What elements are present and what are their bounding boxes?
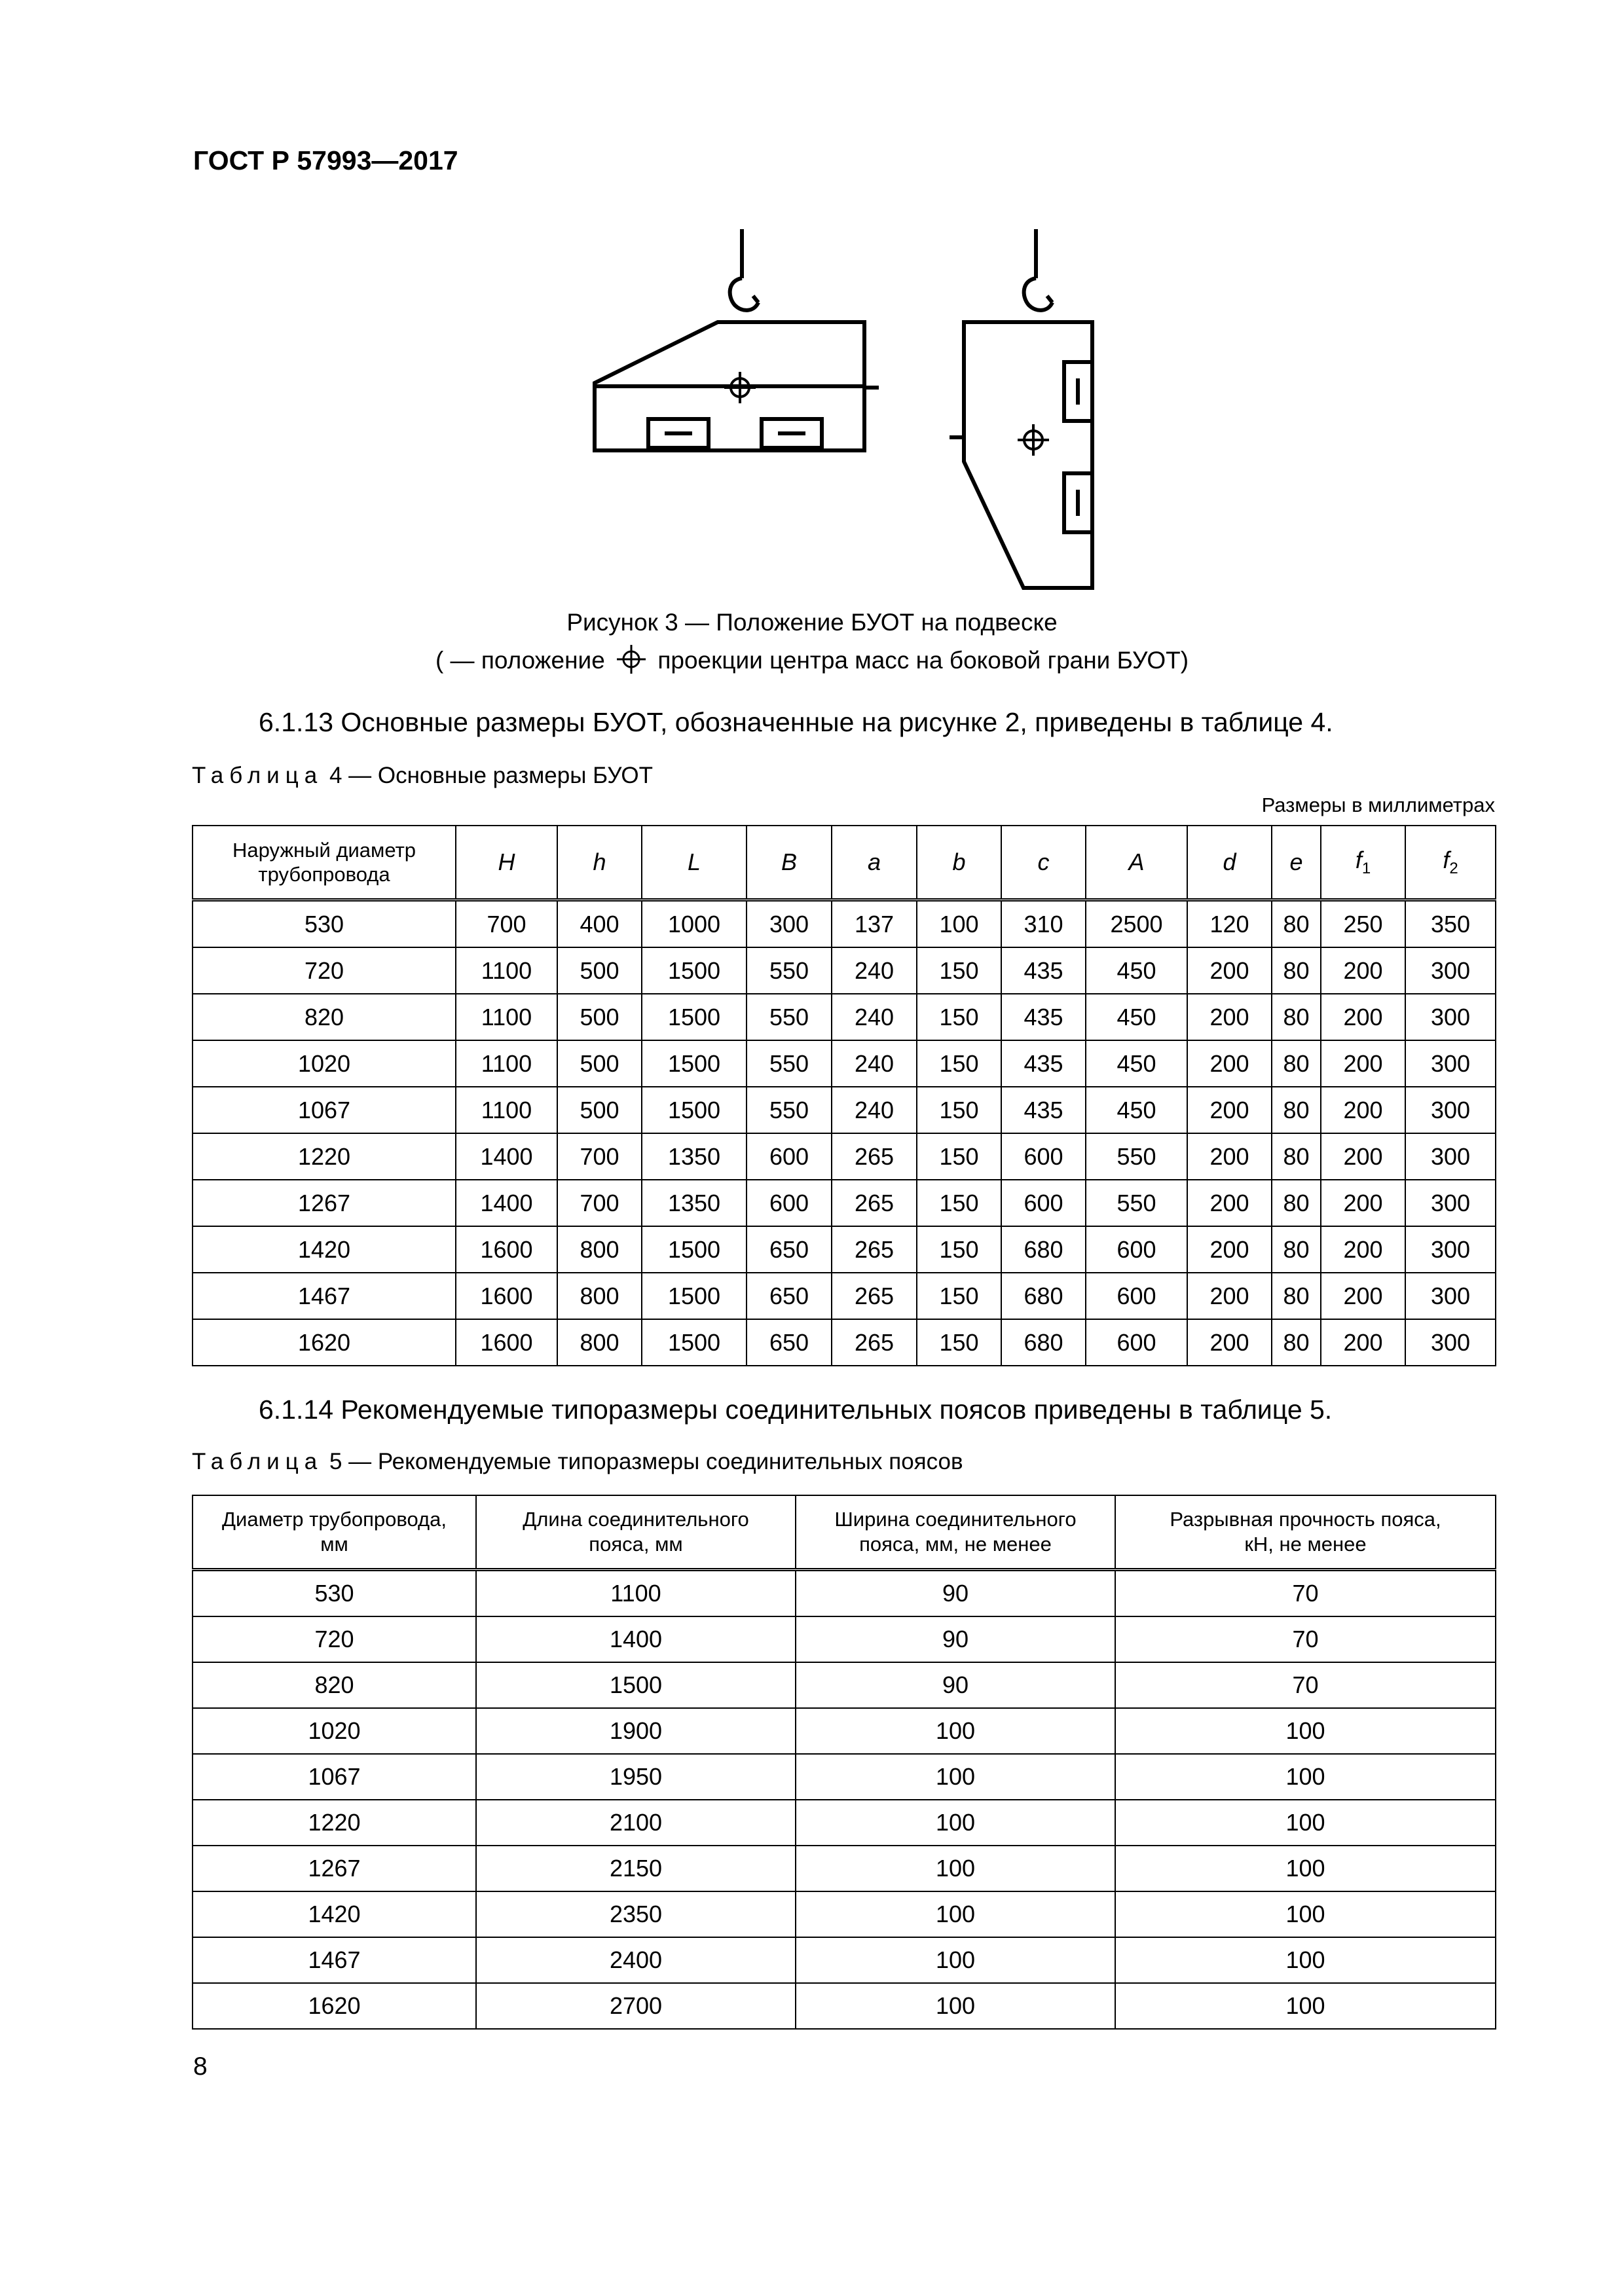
table5-row xyxy=(193,1616,1496,1662)
table4-cell: 200 xyxy=(1187,994,1272,1040)
table5-cell: 90 xyxy=(796,1662,1115,1708)
table4-cell: 600 xyxy=(747,1180,832,1226)
center-of-mass-icon xyxy=(1018,424,1049,456)
table4-cell: 80 xyxy=(1272,1180,1321,1226)
table4-cell: 1420 xyxy=(193,1226,456,1273)
table4-row xyxy=(193,994,1496,1040)
table4-cell: 200 xyxy=(1187,947,1272,994)
table4-cell: 500 xyxy=(557,994,642,1040)
table5-cell: 1500 xyxy=(476,1662,796,1708)
table4-cell: 1600 xyxy=(456,1226,557,1273)
table4-header-A: A xyxy=(1086,826,1187,900)
table5-cell: 100 xyxy=(1115,1846,1496,1891)
table5-cell: 70 xyxy=(1115,1662,1496,1708)
table5-row xyxy=(193,1570,1496,1617)
header-line: трубопровода xyxy=(258,863,390,886)
table5-cell: 100 xyxy=(796,1754,1115,1800)
table5-cell: 100 xyxy=(796,1983,1115,2029)
table4-header-f1 xyxy=(1321,826,1405,900)
table4-cell: 1500 xyxy=(642,994,747,1040)
table5-row xyxy=(193,1983,1496,2029)
table4-cell: 137 xyxy=(832,900,917,948)
legend-text-start: ( — положение xyxy=(435,647,605,674)
table4-cell: 200 xyxy=(1187,1226,1272,1273)
table4-cell: 700 xyxy=(557,1180,642,1226)
table4-cell: 680 xyxy=(1001,1273,1086,1319)
table4-cell: 500 xyxy=(557,947,642,994)
table4-cell: 200 xyxy=(1321,1133,1405,1180)
table4-cell: 150 xyxy=(917,1087,1001,1133)
header-symbol: f xyxy=(1443,846,1450,873)
table4-cell: 1350 xyxy=(642,1180,747,1226)
legend-text-end: проекции центра масс на боковой грани БУОТ) xyxy=(657,647,1189,674)
table4-cell: 150 xyxy=(917,1040,1001,1087)
table4-cell: 80 xyxy=(1272,994,1321,1040)
table5-header-length xyxy=(476,1495,796,1570)
table4-cell: 265 xyxy=(832,1273,917,1319)
table4-cell: 150 xyxy=(917,1273,1001,1319)
header-line: Длина соединительного xyxy=(523,1508,749,1531)
table4-cell: 800 xyxy=(557,1226,642,1273)
header-line: Наружный диаметр xyxy=(232,839,416,862)
table5-cell: 1420 xyxy=(193,1891,476,1937)
table4-cell: 150 xyxy=(917,1180,1001,1226)
table4-caption xyxy=(192,763,653,789)
table4-cell: 1500 xyxy=(642,947,747,994)
table5-cell: 100 xyxy=(796,1846,1115,1891)
header-line: Ширина соединительного xyxy=(834,1508,1077,1531)
header-line: Разрывная прочность пояса, xyxy=(1170,1508,1441,1531)
table5-cell: 1950 xyxy=(476,1754,796,1800)
table5-cell: 70 xyxy=(1115,1616,1496,1662)
crane-hook-icon xyxy=(730,229,758,310)
table5-cell: 90 xyxy=(796,1570,1115,1617)
table4-row xyxy=(193,1273,1496,1319)
table4-cell: 1020 xyxy=(193,1040,456,1087)
table4-cell: 150 xyxy=(917,1226,1001,1273)
table5-cell: 100 xyxy=(1115,1937,1496,1983)
header-subscript: 2 xyxy=(1449,860,1458,878)
table5-cell: 2150 xyxy=(476,1846,796,1891)
table4-cell: 550 xyxy=(747,947,832,994)
table5-row xyxy=(193,1662,1496,1708)
table5-cell: 90 xyxy=(796,1616,1115,1662)
table5-header-width xyxy=(796,1495,1115,1570)
table4-cell: 300 xyxy=(1405,1180,1496,1226)
table4-cell: 1467 xyxy=(193,1273,456,1319)
table4-cell: 265 xyxy=(832,1226,917,1273)
table4-cell: 1400 xyxy=(456,1133,557,1180)
table5-cell: 2100 xyxy=(476,1800,796,1846)
table4-row xyxy=(193,1133,1496,1180)
header-symbol: f xyxy=(1355,846,1362,873)
table5-cell: 1067 xyxy=(193,1754,476,1800)
table4-cell: 1500 xyxy=(642,1087,747,1133)
table4-cell: 550 xyxy=(747,994,832,1040)
table4-cell: 100 xyxy=(917,900,1001,948)
lifting-strap-icon xyxy=(648,419,822,448)
table5-cell: 100 xyxy=(796,1800,1115,1846)
table5-caption-title: 5 — Рекомендуемые типоразмеры соединительных поясов xyxy=(323,1449,963,1474)
table5-cell: 70 xyxy=(1115,1570,1496,1617)
table5-cell: 1100 xyxy=(476,1570,796,1617)
crane-hook-icon xyxy=(1024,229,1052,310)
table4-cell: 800 xyxy=(557,1273,642,1319)
table4-cell: 300 xyxy=(747,900,832,948)
table4-row xyxy=(193,1226,1496,1273)
table4-cell: 300 xyxy=(1405,1087,1496,1133)
table4-cell: 200 xyxy=(1321,1087,1405,1133)
header-line: Диаметр трубопровода, xyxy=(222,1508,447,1531)
table5-cell: 2400 xyxy=(476,1937,796,1983)
table4-cell: 1500 xyxy=(642,1040,747,1087)
table4-cell: 300 xyxy=(1405,1133,1496,1180)
paragraph-6-1-14: 6.1.14 Рекомендуемые типоразмеры соединительных поясов приведены в таблице 5. xyxy=(259,1394,1333,1425)
table5-cell: 100 xyxy=(1115,1754,1496,1800)
table4-cell: 200 xyxy=(1187,1087,1272,1133)
table4-header-a: a xyxy=(832,826,917,900)
table4-cell: 80 xyxy=(1272,1273,1321,1319)
table4-header-d: d xyxy=(1187,826,1272,900)
table5-cell: 100 xyxy=(796,1891,1115,1937)
table4-cell: 650 xyxy=(747,1273,832,1319)
table4-row xyxy=(193,900,1496,948)
header-line: кН, не менее xyxy=(1244,1533,1367,1556)
table5-cell: 1620 xyxy=(193,1983,476,2029)
table4-cell: 600 xyxy=(1086,1226,1187,1273)
table4-cell: 600 xyxy=(1086,1319,1187,1366)
table4-cell: 150 xyxy=(917,1133,1001,1180)
table5-cell: 2700 xyxy=(476,1983,796,2029)
table4-header-B: B xyxy=(747,826,832,900)
table4-main-dimensions xyxy=(192,825,1496,1366)
figure-3-drawing xyxy=(576,226,1100,599)
table4-cell: 300 xyxy=(1405,994,1496,1040)
table4-cell: 200 xyxy=(1321,1319,1405,1366)
table5-cell: 1267 xyxy=(193,1846,476,1891)
table4-cell: 150 xyxy=(917,947,1001,994)
table4-header-e: e xyxy=(1272,826,1321,900)
table4-cell: 650 xyxy=(747,1319,832,1366)
table4-row xyxy=(193,1040,1496,1087)
table4-cell: 80 xyxy=(1272,1040,1321,1087)
table4-cell: 1500 xyxy=(642,1226,747,1273)
table4-cell: 450 xyxy=(1086,1087,1187,1133)
header-line: пояса, мм, не менее xyxy=(859,1533,1052,1556)
table4-cell: 720 xyxy=(193,947,456,994)
table5-cell: 100 xyxy=(1115,1708,1496,1754)
document-header: ГОСТ Р 57993—2017 xyxy=(193,145,458,175)
table4-cell: 550 xyxy=(1086,1133,1187,1180)
table5-cell: 100 xyxy=(1115,1891,1496,1937)
table4-cell: 450 xyxy=(1086,947,1187,994)
table4-row xyxy=(193,947,1496,994)
table4-cell: 200 xyxy=(1321,994,1405,1040)
table5-cell: 100 xyxy=(796,1708,1115,1754)
table4-cell: 80 xyxy=(1272,1133,1321,1180)
table4-cell: 1400 xyxy=(456,1180,557,1226)
table4-cell: 1067 xyxy=(193,1087,456,1133)
table4-row xyxy=(193,1180,1496,1226)
table5-cell: 1900 xyxy=(476,1708,796,1754)
table5-cell: 720 xyxy=(193,1616,476,1662)
table4-cell: 1267 xyxy=(193,1180,456,1226)
table4-header-h: h xyxy=(557,826,642,900)
table5-cell: 1467 xyxy=(193,1937,476,1983)
table5-header-strength xyxy=(1115,1495,1496,1570)
table4-cell: 80 xyxy=(1272,900,1321,948)
table4-cell: 200 xyxy=(1187,1133,1272,1180)
table4-row xyxy=(193,1319,1496,1366)
table4-cell: 435 xyxy=(1001,994,1086,1040)
table4-cell: 800 xyxy=(557,1319,642,1366)
table4-cell: 500 xyxy=(557,1087,642,1133)
table4-cell: 435 xyxy=(1001,1040,1086,1087)
table4-cell: 1350 xyxy=(642,1133,747,1180)
table4-header-c: c xyxy=(1001,826,1086,900)
table5-cell: 820 xyxy=(193,1662,476,1708)
table5-caption-word: Таблица xyxy=(192,1449,323,1474)
table4-cell: 1100 xyxy=(456,994,557,1040)
header-line: мм xyxy=(320,1533,348,1556)
table4-header-H: H xyxy=(456,826,557,900)
table4-cell: 1100 xyxy=(456,1087,557,1133)
table4-cell: 200 xyxy=(1187,1040,1272,1087)
table4-cell: 550 xyxy=(747,1087,832,1133)
table4-cell: 1100 xyxy=(456,1040,557,1087)
table4-cell: 200 xyxy=(1321,1226,1405,1273)
table4-cell: 600 xyxy=(1001,1180,1086,1226)
table4-cell: 240 xyxy=(832,1040,917,1087)
table4-cell: 600 xyxy=(747,1133,832,1180)
table4-header-diameter xyxy=(193,826,456,900)
table5-cell: 100 xyxy=(1115,1983,1496,2029)
table4-cell: 530 xyxy=(193,900,456,948)
table4-cell: 1620 xyxy=(193,1319,456,1366)
table5-cell: 2350 xyxy=(476,1891,796,1937)
table4-cell: 310 xyxy=(1001,900,1086,948)
table4-row xyxy=(193,1087,1496,1133)
table4-cell: 265 xyxy=(832,1133,917,1180)
table4-cell: 550 xyxy=(1086,1180,1187,1226)
table4-cell: 450 xyxy=(1086,994,1187,1040)
table4-cell: 1600 xyxy=(456,1273,557,1319)
paragraph-6-1-13: 6.1.13 Основные размеры БУОТ, обозначенные на рисунке 2, приведены в таблице 4. xyxy=(259,707,1333,737)
table4-cell: 700 xyxy=(456,900,557,948)
table4-cell: 200 xyxy=(1321,1180,1405,1226)
table4-cell: 435 xyxy=(1001,947,1086,994)
table4-cell: 600 xyxy=(1001,1133,1086,1180)
center-of-mass-icon xyxy=(724,372,756,403)
page-number: 8 xyxy=(193,2052,208,2081)
table4-cell: 240 xyxy=(832,994,917,1040)
table4-cell: 200 xyxy=(1187,1319,1272,1366)
table4-cell: 1000 xyxy=(642,900,747,948)
table4-cell: 80 xyxy=(1272,1226,1321,1273)
table5-row xyxy=(193,1754,1496,1800)
header-subscript: 1 xyxy=(1361,860,1371,878)
figure-caption: Рисунок 3 — Положение БУОТ на подвеске xyxy=(566,609,1058,636)
table4-cell: 820 xyxy=(193,994,456,1040)
table5-cell: 1400 xyxy=(476,1616,796,1662)
table4-cell: 550 xyxy=(747,1040,832,1087)
lifting-strap-icon xyxy=(1064,362,1092,532)
table5-cell: 1020 xyxy=(193,1708,476,1754)
table4-cell: 650 xyxy=(747,1226,832,1273)
table4-cell: 150 xyxy=(917,1319,1001,1366)
table4-caption-title: 4 — Основные размеры БУОТ xyxy=(323,763,653,788)
buot-block-left xyxy=(595,322,864,386)
table4-cell: 1100 xyxy=(456,947,557,994)
table5-cell: 1220 xyxy=(193,1800,476,1846)
table4-cell: 300 xyxy=(1405,1319,1496,1366)
table5-cell: 100 xyxy=(1115,1800,1496,1846)
table4-cell: 700 xyxy=(557,1133,642,1180)
table4-cell: 680 xyxy=(1001,1226,1086,1273)
table4-cell: 200 xyxy=(1321,1040,1405,1087)
table5-cell: 530 xyxy=(193,1570,476,1617)
table4-cell: 500 xyxy=(557,1040,642,1087)
table4-cell: 300 xyxy=(1405,947,1496,994)
table4-header-L: L xyxy=(642,826,747,900)
table4-cell: 150 xyxy=(917,994,1001,1040)
table4-header-b: b xyxy=(917,826,1001,900)
table4-cell: 680 xyxy=(1001,1319,1086,1366)
table5-row xyxy=(193,1891,1496,1937)
table4-cell: 1500 xyxy=(642,1319,747,1366)
table4-cell: 1500 xyxy=(642,1273,747,1319)
table4-cell: 80 xyxy=(1272,947,1321,994)
table4-header-f2 xyxy=(1405,826,1496,900)
table4-cell: 600 xyxy=(1086,1273,1187,1319)
table4-cell: 2500 xyxy=(1086,900,1187,948)
table4-cell: 250 xyxy=(1321,900,1405,948)
table4-cell: 350 xyxy=(1405,900,1496,948)
table5-connecting-belts xyxy=(192,1495,1496,2030)
table4-cell: 120 xyxy=(1187,900,1272,948)
table5-caption xyxy=(192,1449,963,1475)
center-of-mass-icon xyxy=(617,645,646,674)
table4-cell: 1600 xyxy=(456,1319,557,1366)
table5-row xyxy=(193,1937,1496,1983)
table4-header-row xyxy=(193,826,1496,900)
table4-cell: 200 xyxy=(1321,1273,1405,1319)
table4-cell: 1220 xyxy=(193,1133,456,1180)
table4-cell: 265 xyxy=(832,1180,917,1226)
table4-cell: 400 xyxy=(557,900,642,948)
table4-cell: 435 xyxy=(1001,1087,1086,1133)
table4-cell: 300 xyxy=(1405,1040,1496,1087)
table4-cell: 300 xyxy=(1405,1226,1496,1273)
table4-caption-word: Таблица xyxy=(192,763,323,788)
table5-cell: 100 xyxy=(796,1937,1115,1983)
table5-row xyxy=(193,1708,1496,1754)
table4-cell: 450 xyxy=(1086,1040,1187,1087)
table4-cell: 265 xyxy=(832,1319,917,1366)
table5-header-diameter xyxy=(193,1495,476,1570)
table4-cell: 200 xyxy=(1321,947,1405,994)
table5-row xyxy=(193,1800,1496,1846)
table4-cell: 240 xyxy=(832,947,917,994)
table5-row xyxy=(193,1846,1496,1891)
table4-cell: 240 xyxy=(832,1087,917,1133)
table4-units-note: Размеры в миллиметрах xyxy=(1261,793,1495,816)
figure-legend xyxy=(0,645,1624,674)
table4-cell: 300 xyxy=(1405,1273,1496,1319)
header-line: пояса, мм xyxy=(589,1533,683,1556)
table4-cell: 80 xyxy=(1272,1319,1321,1366)
table4-cell: 80 xyxy=(1272,1087,1321,1133)
table4-cell: 200 xyxy=(1187,1180,1272,1226)
table5-header-row xyxy=(193,1495,1496,1570)
table4-cell: 200 xyxy=(1187,1273,1272,1319)
